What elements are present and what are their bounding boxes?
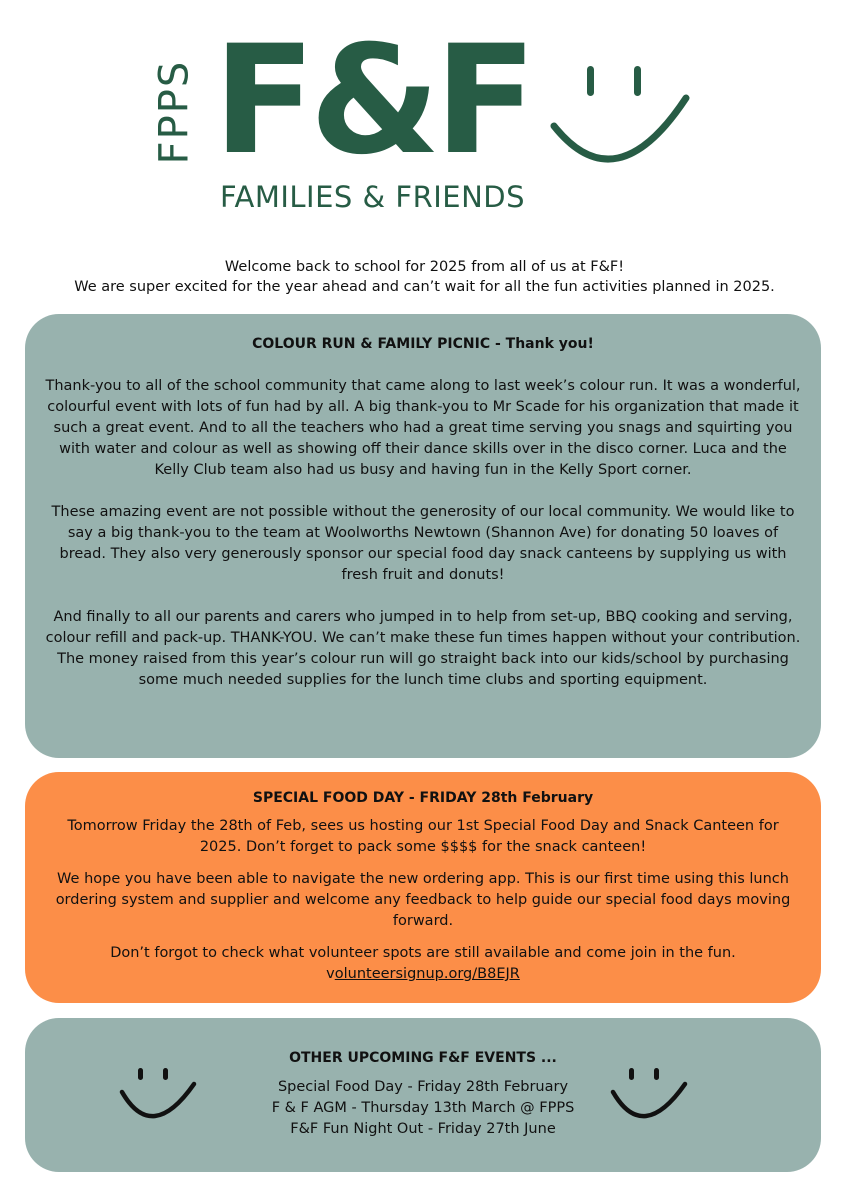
colour-run-para-2: These amazing event are not possible without the generosity of our local community. We would like to say a big thank-you to the team at Woolworths Newtown (Shannon Ave) for donating 50 loaves of bread. They also very generously sponsor our special food day snack canteens by supplying us with fresh fruit and donuts! xyxy=(51,504,795,583)
volunteer-signup-link[interactable]: olunteersignup.org/B8EJR xyxy=(334,966,520,982)
colour-run-para-3: And finally to all our parents and carers who jumped in to help from set-up, BBQ cooking and serving, colour refill and pack-up. THANK-YOU. We can’t make these fun times happen without your contribution. xyxy=(45,609,801,646)
brand-logo: F&F xyxy=(213,14,531,188)
intro-line-1: Welcome back to school for 2025 from all of us at F&F! xyxy=(224,259,625,275)
food-day-heading: SPECIAL FOOD DAY - FRIDAY 28th February xyxy=(252,790,594,806)
upcoming-event: F & F AGM - Thursday 13th March @ FPPS xyxy=(271,1100,575,1116)
intro-text xyxy=(20,257,829,297)
colour-run-para-4: The money raised from this year’s colour run will go straight back into our kids/school by purchasing some much needed supplies for the lunch time clubs and sporting equipment. xyxy=(57,651,789,688)
colour-run-para-1: Thank-you to all of the school community that came along to last week’s colour run. It was a wonderful, colourful event with lots of fun had by all. A big thank-you to Mr Scade for his organization that made it such a great event. And to all the teachers who had a great time serving you snags and squirting you with water and colour as well as showing off their dance skills over in the disco corner. Luca and the Kelly Club team also had us busy and having fun in the Kelly Sport corner. xyxy=(45,378,801,478)
volunteer-link-prefix: v xyxy=(326,966,335,982)
upcoming-event: Special Food Day - Friday 28th February xyxy=(277,1079,569,1095)
colour-run-section xyxy=(25,314,821,758)
food-day-section xyxy=(25,772,821,1003)
upcoming-heading: OTHER UPCOMING F&F EVENTS ... xyxy=(289,1050,557,1066)
colour-run-heading: COLOUR RUN & FAMILY PICNIC - Thank you! xyxy=(252,336,594,352)
upcoming-event: F&F Fun Night Out - Friday 27th June xyxy=(290,1121,556,1137)
food-day-para-1: Tomorrow Friday the 28th of Feb, sees us hosting our 1st Special Food Day and Snack Canteen for 2025. Don’t forget to pack some $$$$ for the snack canteen! xyxy=(67,818,779,855)
smiley-face-icon xyxy=(609,1066,689,1126)
food-day-para-3: Don’t forgot to check what volunteer spots are still available and come join in the fun. xyxy=(110,945,736,961)
smiley-face-icon xyxy=(118,1066,198,1126)
school-logo-fpps xyxy=(150,46,198,178)
food-day-para-2: We hope you have been able to navigate the new ordering app. This is our first time using this lunch ordering system and supplier and welcome any feedback to help guide our special food days moving forward. xyxy=(55,871,791,929)
volunteer-link-line xyxy=(45,964,801,985)
brand-tagline: FAMILIES & FRIENDS xyxy=(219,180,526,214)
smiley-face-icon xyxy=(546,64,696,176)
school-name: FPPS xyxy=(151,59,198,165)
intro-line-2: We are super excited for the year ahead and can’t wait for all the fun activities planned in 2025. xyxy=(74,279,775,295)
